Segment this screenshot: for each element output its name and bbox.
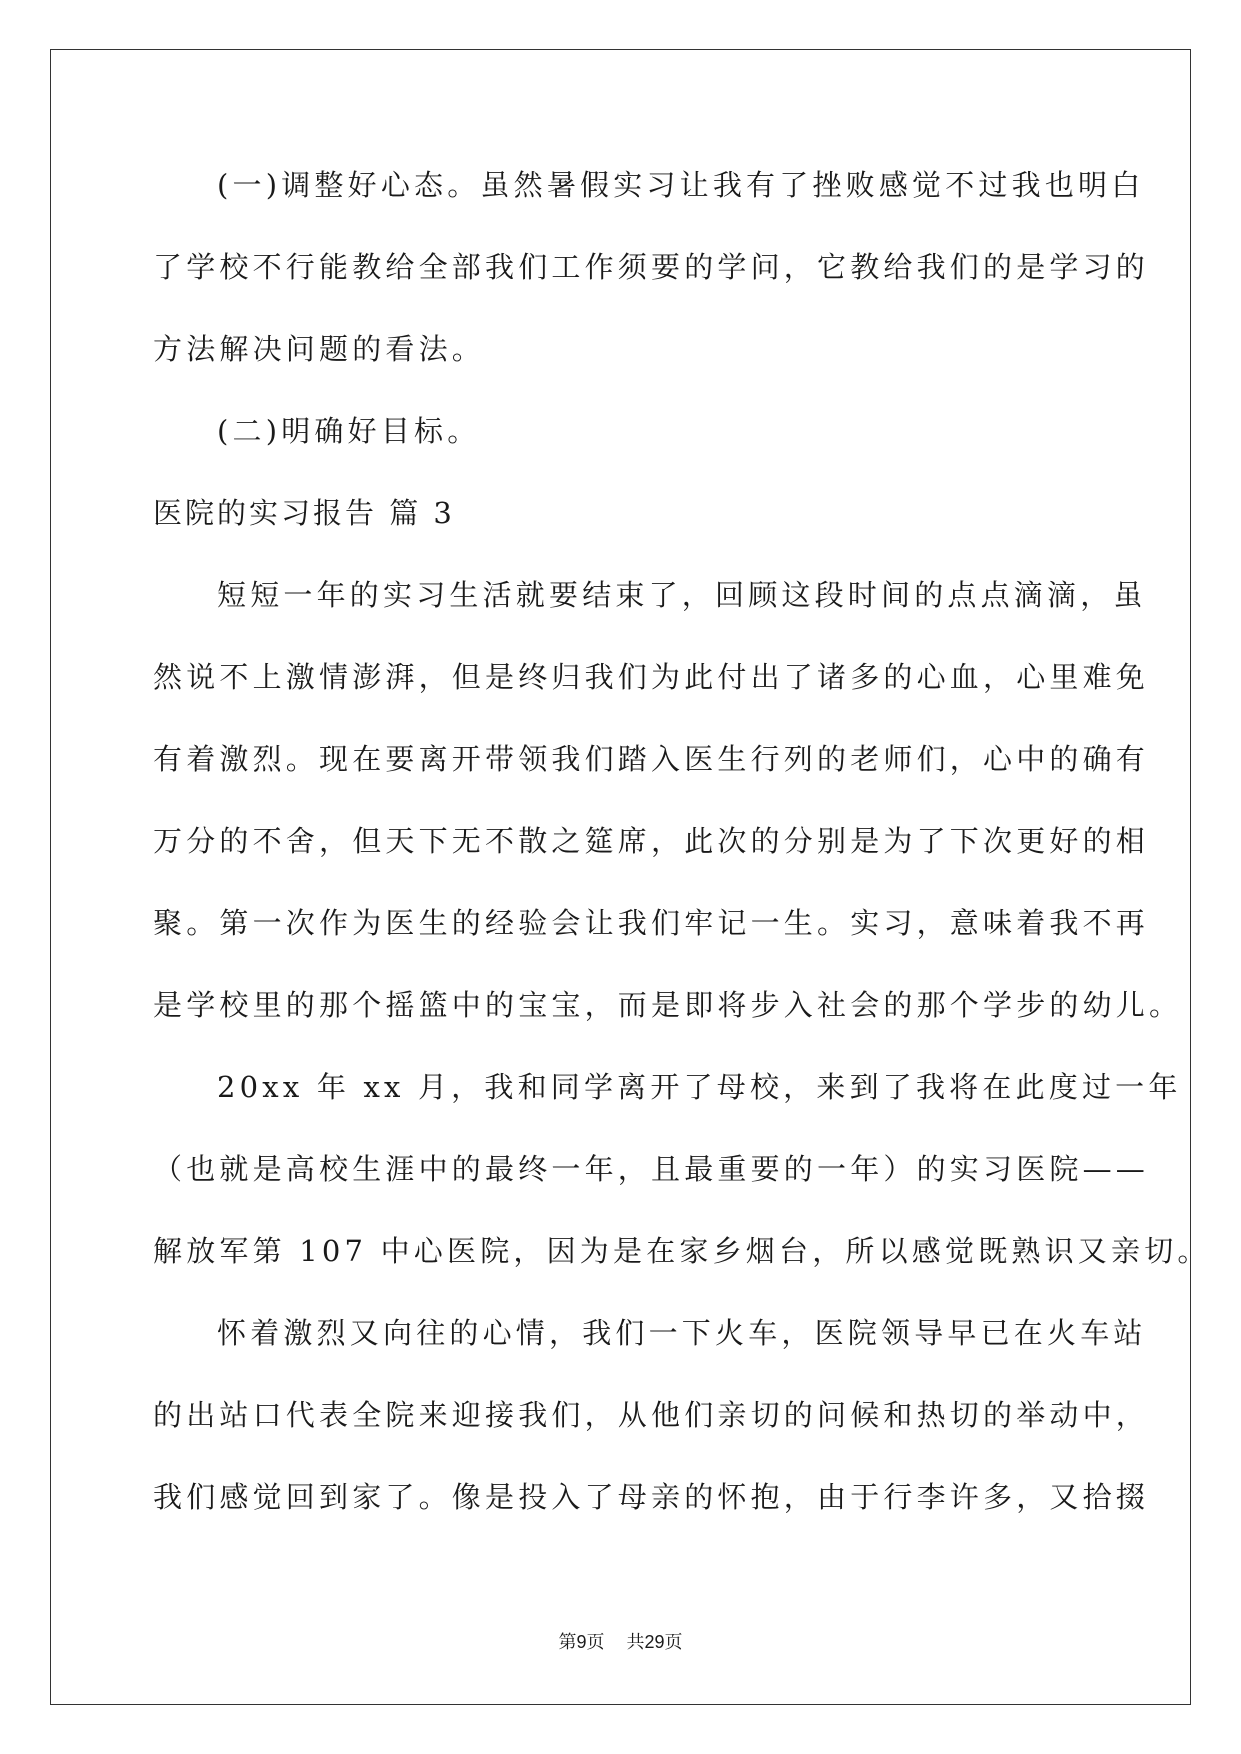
paragraph-line: 了学校不行能教给全部我们工作须要的学问，它教给我们的是学习的 (153, 250, 1150, 284)
footer-total-suffix: 页 (664, 1632, 683, 1653)
paragraph-line: 怀着激烈又向往的心情，我们一下火车，医院领导早已在火车站 (217, 1316, 1147, 1350)
paragraph-line: 然说不上激情澎湃，但是终归我们为此付出了诸多的心血，心里难免 (153, 660, 1150, 694)
paragraph-line: (一)调整好心态。虽然暑假实习让我有了挫败感觉不过我也明白 (217, 168, 1145, 202)
paragraph-line: 20xx 年 xx 月，我和同学离开了母校，来到了我将在此度过一年 (217, 1070, 1182, 1104)
footer-page-suffix: 页 (586, 1632, 605, 1653)
footer-total-prefix: 共 (626, 1632, 645, 1653)
total-pages: 29 (644, 1632, 665, 1652)
footer-prefix: 第 (558, 1632, 577, 1653)
document-body (153, 165, 1211, 1559)
paragraph-line: 我们感觉回到家了。像是投入了母亲的怀抱，由于行李许多，又拾掇 (153, 1480, 1150, 1514)
paragraph-line: 聚。第一次作为医生的经验会让我们牢记一生。实习，意味着我不再 (153, 906, 1150, 940)
paragraph-line: 短短一年的实习生活就要结束了，回顾这段时间的点点滴滴，虽 (217, 578, 1147, 612)
paragraph-line: 有着激烈。现在要离开带领我们踏入医生行列的老师们，心中的确有 (153, 742, 1150, 776)
page-footer (0, 1628, 1241, 1654)
page-number: 9 (576, 1632, 587, 1652)
paragraph-line: (二)明确好目标。 (217, 414, 481, 448)
paragraph-line: （也就是高校生涯中的最终一年，且最重要的一年）的实习医院—— (153, 1152, 1150, 1186)
paragraph-line: 解放军第 107 中心医院，因为是在家乡烟台，所以感觉既熟识又亲切。 (153, 1234, 1211, 1268)
paragraph-line: 的出站口代表全院来迎接我们，从他们亲切的问候和热切的举动中， (153, 1398, 1150, 1432)
paragraph-line: 方法解决问题的看法。 (153, 332, 486, 366)
paragraph-line: 是学校里的那个摇篮中的宝宝，而是即将步入社会的那个学步的幼儿。 (153, 988, 1183, 1022)
section-heading: 医院的实习报告 篇 3 (153, 496, 455, 530)
paragraph-line: 万分的不舍，但天下无不散之筵席，此次的分别是为了下次更好的相 (153, 824, 1150, 858)
